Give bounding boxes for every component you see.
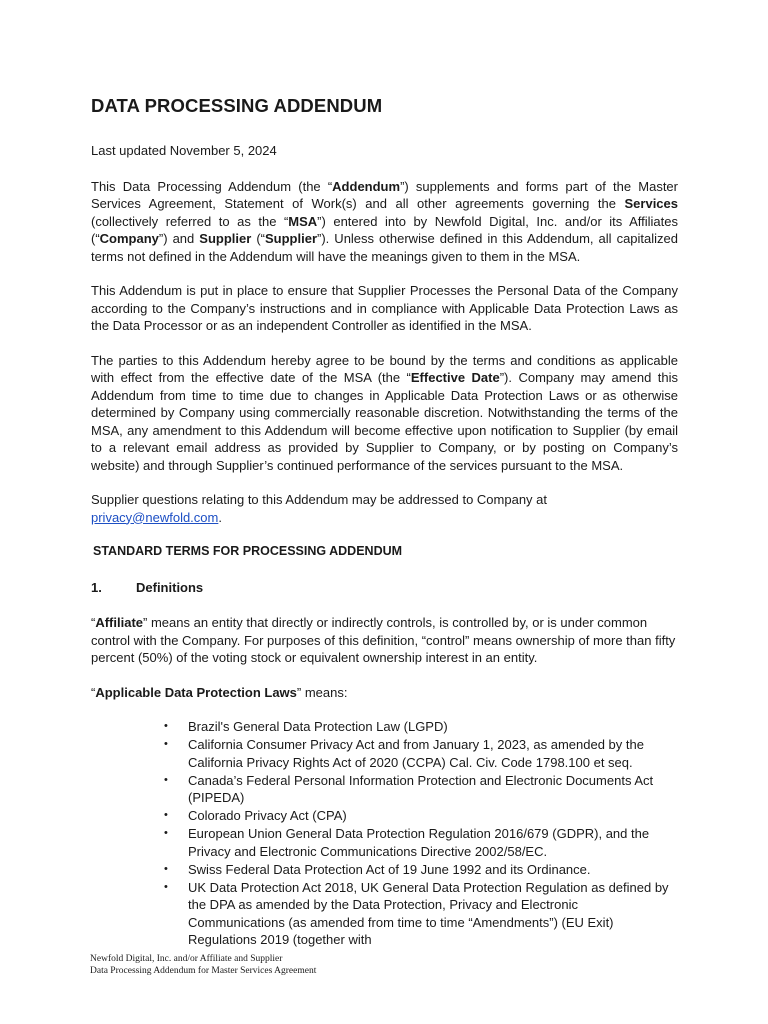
list-item: • European Union General Data Protection Regulation 2016/679 (GDPR), and the Privacy and Electronic Communications Directive 2002/58/EC. xyxy=(164,826,650,859)
intro-paragraph: This Data Processing Addendum (the “Addendum”) supplements and forms part of the Master Services Agreement, Statement of Work(s) and all other agreements governing the Services (collectively referred to as the “MSA”) entered into by Newfold Digital, Inc. and/or its Affiliates (“Company”) and Supplier (“Supplier”). Unless otherwise defined in this Addendum, all capitalized terms not defined in the Addendum will have the meanings given to them in the MSA. xyxy=(91,178,678,264)
document-body xyxy=(91,94,678,949)
adpl-definition: “Applicable Data Protection Laws” means: xyxy=(91,684,348,700)
affiliate-definition: “Affiliate” means an entity that directly or indirectly controls, is controlled by, or is under common control with the Company. For purposes of this definition, “control” means ownership of more than fifty percent (50%) of the voting stock or equivalent ownership interest in an entity. xyxy=(91,615,676,665)
list-item: • UK Data Protection Act 2018, UK General Data Protection Regulation as defined by the DPA as amended by the Data Protection, Privacy and Electronic Communications (as amended from time to time “Amendments”) (EU Exit) Regulations 2019 (together with xyxy=(164,879,669,947)
footer-line-2: Data Processing Addendum for Master Services Agreement xyxy=(90,965,317,976)
footer-line-1: Newfold Digital, Inc. and/or Affiliate and Supplier xyxy=(90,954,283,964)
bullet-icon: • xyxy=(164,720,168,732)
list-item: • Swiss Federal Data Protection Act of 19 June 1992 and its Ordinance. xyxy=(164,861,591,877)
section-label: Definitions xyxy=(136,579,204,595)
bullet-icon: • xyxy=(164,738,168,750)
privacy-email-link[interactable]: privacy@newfold.com xyxy=(91,509,219,525)
list-item: • Canada’s Federal Personal Information Protection and Electronic Documents Act (PIPEDA) xyxy=(164,772,654,805)
bullet-icon: • xyxy=(164,880,168,893)
document-title: DATA PROCESSING ADDENDUM xyxy=(91,95,383,116)
list-item: • California Consumer Privacy Act and from January 1, 2023, as amended by the California Privacy Rights Act of 2020 (CCPA) Cal. Civ. Code 1798.100 et seq. xyxy=(164,737,644,770)
effective-date-paragraph: The parties to this Addendum hereby agree to be bound by the terms and conditions as applicable with effect from the effective date of the MSA (the “Effective Date”). Company may amend this Addendum from time to time due to changes in Applicable Data Protection Laws or as otherwise determined by Company using commercially reasonable discretion. Notwithstanding the terms of the MSA, any amendment to this Addendum will become effective upon notification to Supplier (by email to a relevant email address as provided by Supplier to Company, or by posting on Company’s website) and through Supplier’s continued performance of the services pursuant to the MSA. xyxy=(91,352,678,473)
bullet-icon: • xyxy=(164,809,168,821)
list-item: • Colorado Privacy Act (CPA) xyxy=(164,808,347,823)
purpose-paragraph: This Addendum is put in place to ensure that Supplier Processes the Personal Data of the Company according to the Company’s instructions and in compliance with Applicable Data Protection Laws as the Data Processor or as an independent Controller as identified in the MSA. xyxy=(91,283,678,333)
bullet-icon: • xyxy=(164,827,168,839)
bullet-icon: • xyxy=(164,862,168,875)
section-heading: STANDARD TERMS FOR PROCESSING ADDENDUM xyxy=(93,544,403,558)
list-item: • Brazil's General Data Protection Law (LGPD) xyxy=(164,719,448,734)
laws-list xyxy=(161,718,678,949)
last-updated-text: Last updated November 5, 2024 xyxy=(91,143,277,158)
bullet-icon: • xyxy=(164,773,168,786)
contact-paragraph: Supplier questions relating to this Addendum may be addressed to Company at privacy@newfold.com. xyxy=(91,492,547,525)
section-number: 1. xyxy=(91,579,102,595)
page-footer xyxy=(90,954,316,977)
definitions-heading xyxy=(91,579,678,597)
